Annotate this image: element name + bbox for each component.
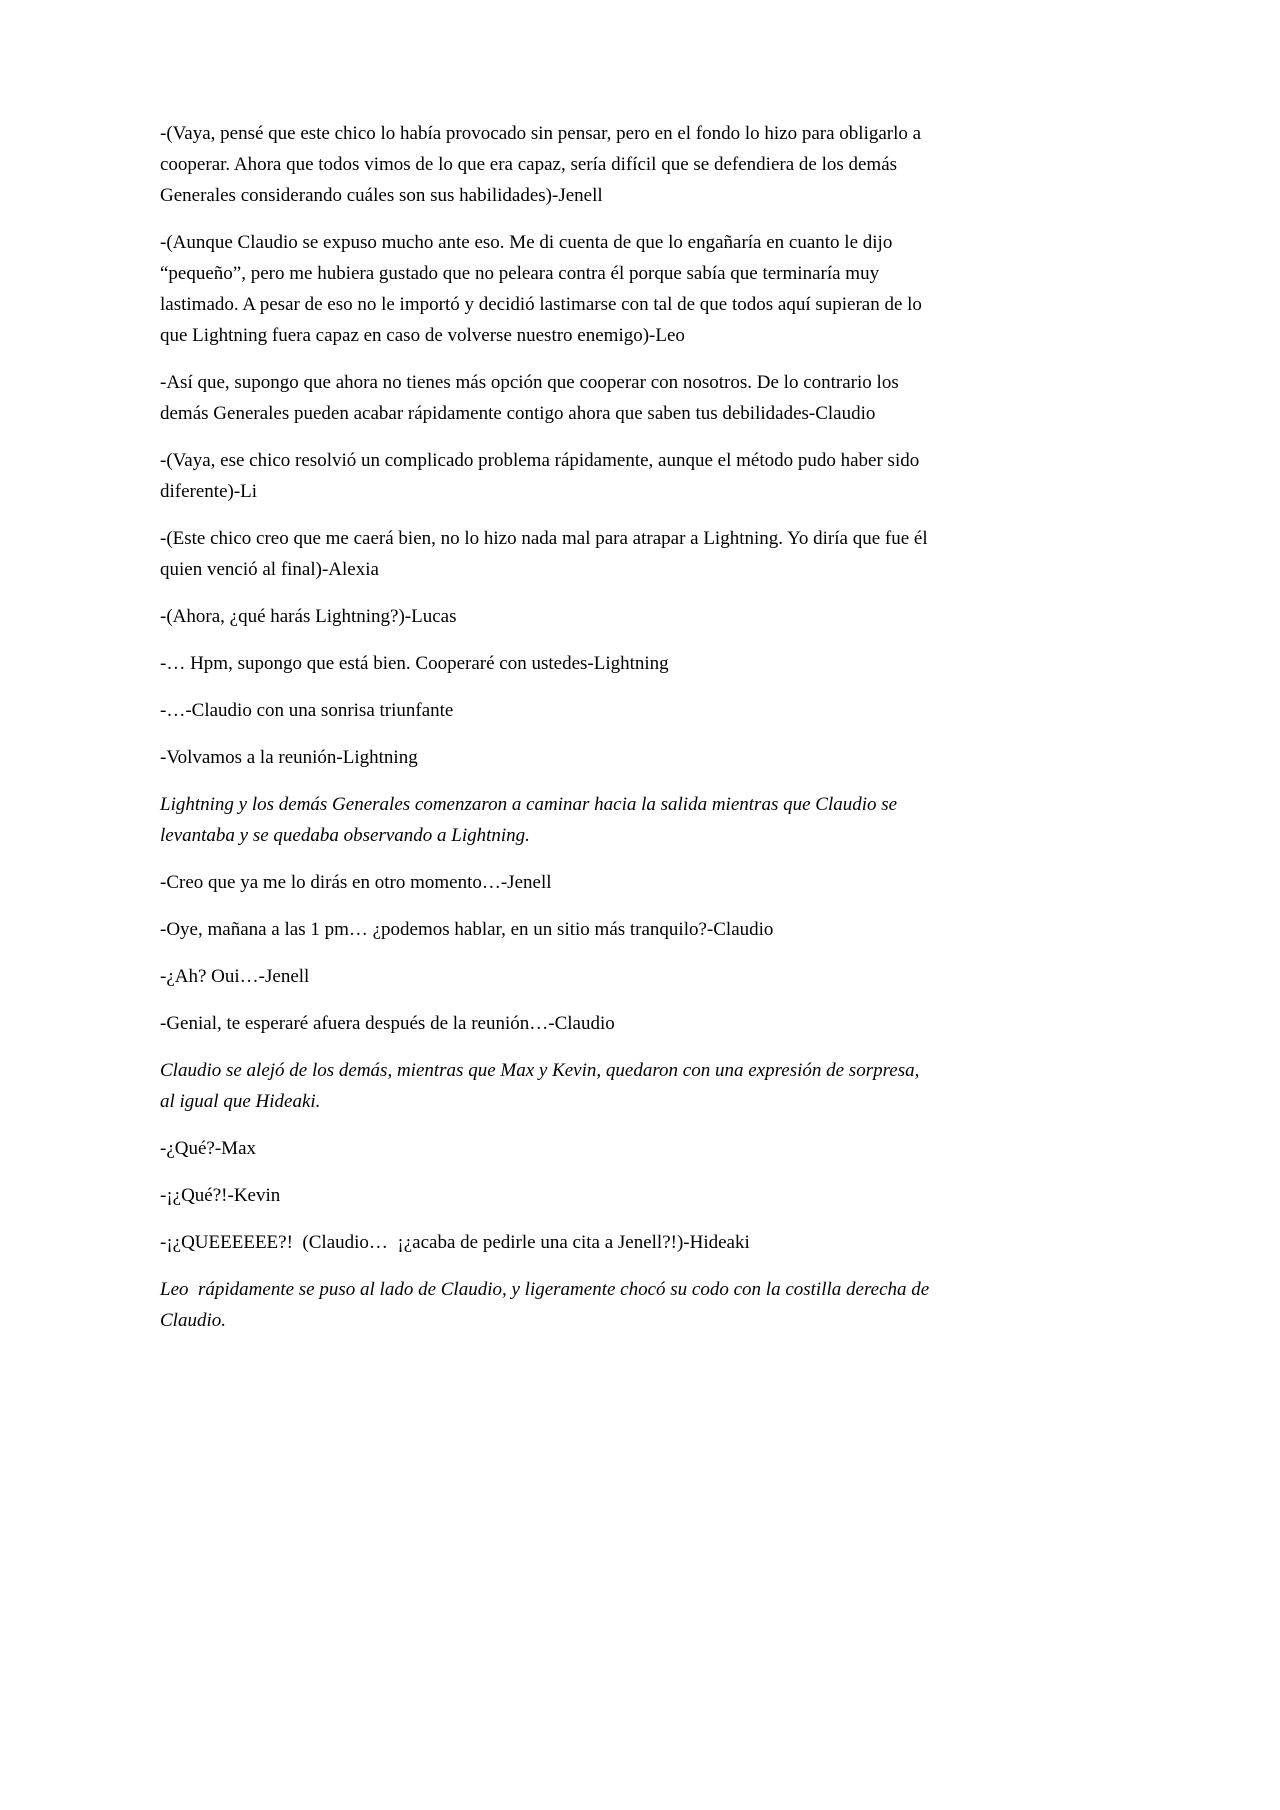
paragraph: -(Vaya, pensé que este chico lo había provocado sin pensar, pero en el fondo lo hizo para obligarlo a cooperar. Ahora que todos vimos de lo que era capaz, sería difícil que se defendiera de los demás Generales considerando cuáles son sus habilidades)-Jenell (160, 123, 926, 206)
paragraph: Lightning y los demás Generales comenzaron a caminar hacia la salida mientras que Claudio se levantaba y se quedaba observando a Lightning. (160, 794, 902, 846)
paragraph: -¡¿QUEEEEEE?! (Claudio… ¡¿acaba de pedirle una cita a Jenell?!)-Hideaki (160, 1232, 750, 1253)
paragraph: -(Aunque Claudio se expuso mucho ante eso. Me di cuenta de que lo engañaría en cuanto le dijo “pequeño”, pero me hubiera gustado que no peleara contra él porque sabía que terminaría muy lastimado. A pesar de eso no le importó y decidió lastimarse con tal de que todos aquí supieran de lo que Lightning fuera capaz en caso de volverse nuestro enemigo)-Leo (160, 232, 927, 346)
paragraph: -¡¿Qué?!-Kevin (160, 1185, 281, 1206)
paragraph: -Volvamos a la reunión-Lightning (160, 747, 418, 768)
document-body (160, 118, 938, 1352)
paragraph: -Oye, mañana a las 1 pm… ¿podemos hablar, en un sitio más tranquilo?-Claudio (160, 919, 774, 940)
paragraph: -¿Ah? Oui…-Jenell (160, 966, 310, 987)
paragraph: -Genial, te esperaré afuera después de la reunión…-Claudio (160, 1013, 615, 1034)
paragraph: -…-Claudio con una sonrisa triunfante (160, 700, 454, 721)
paragraph: -Creo que ya me lo dirás en otro momento…-Jenell (160, 872, 552, 893)
paragraph: -(Ahora, ¿qué harás Lightning?)-Lucas (160, 606, 457, 627)
paragraph: Claudio se alejó de los demás, mientras que Max y Kevin, quedaron con una expresión de sorpresa, al igual que Hideaki. (160, 1060, 925, 1112)
paragraph: -(Este chico creo que me caerá bien, no lo hizo nada mal para atrapar a Lightning. Yo diría que fue él quien venció al final)-Alexia (160, 528, 933, 580)
paragraph: -¿Qué?-Max (160, 1138, 257, 1159)
paragraph: -… Hpm, supongo que está bien. Cooperaré con ustedes-Lightning (160, 653, 669, 674)
paragraph: -Así que, supongo que ahora no tienes más opción que cooperar con nosotros. De lo contrario los demás Generales pueden acabar rápidamente contigo ahora que saben tus debilidades-Claudio (160, 372, 904, 424)
paragraph: -(Vaya, ese chico resolvió un complicado problema rápidamente, aunque el método pudo haber sido diferente)-Li (160, 450, 924, 502)
paragraph: Leo rápidamente se puso al lado de Claudio, y ligeramente chocó su codo con la costilla derecha de Claudio. (160, 1279, 934, 1331)
